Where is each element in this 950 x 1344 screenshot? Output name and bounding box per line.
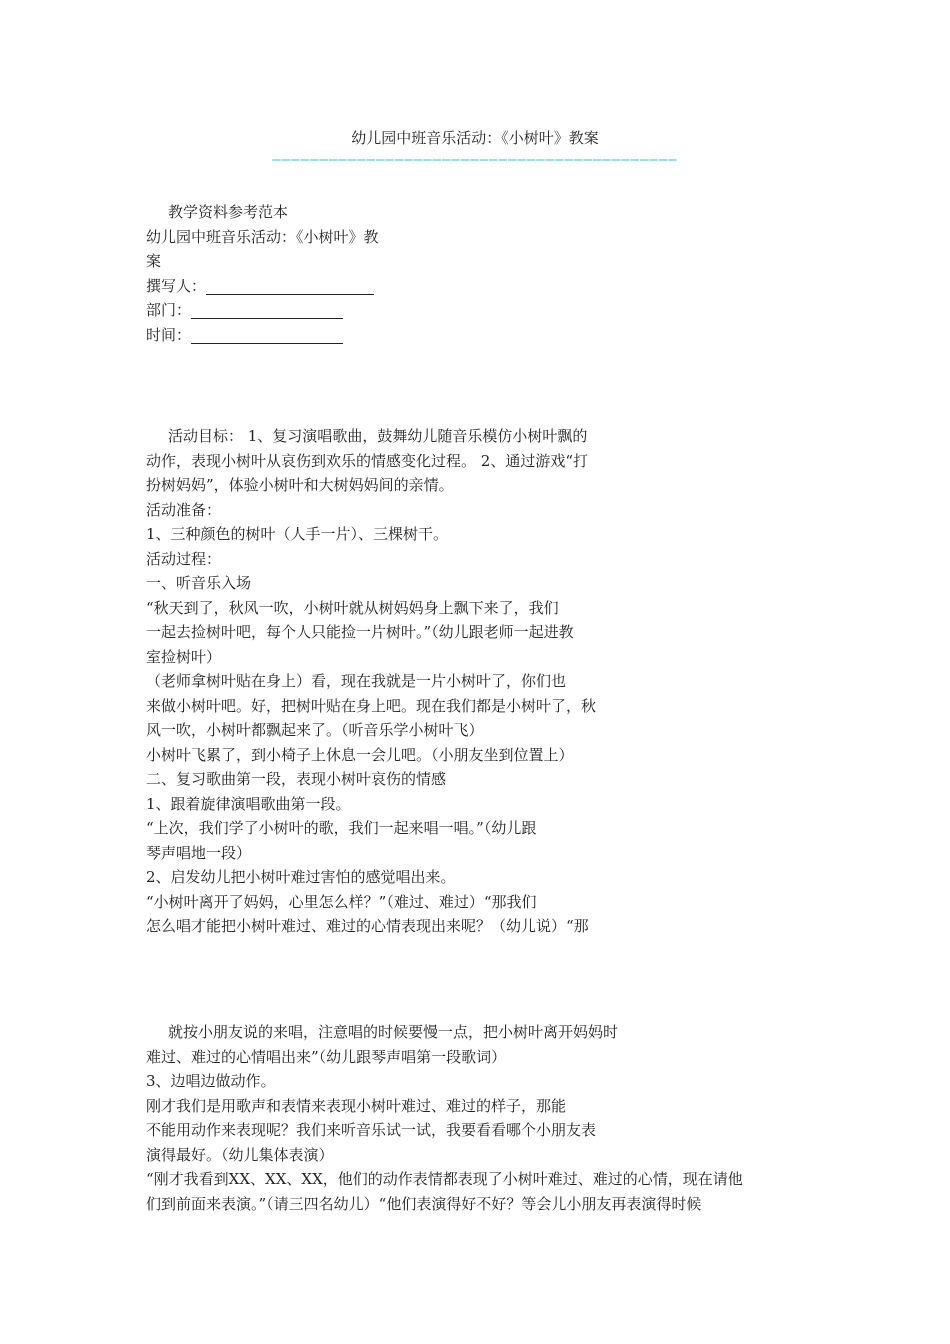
paragraph-line: 动作，表现小树叶从哀伤到欢乐的情感变化过程。 2、通过游戏“打 [146, 451, 588, 470]
dept-blank [191, 303, 343, 319]
author-label: 撰写人： [146, 276, 207, 295]
paragraph-line: “上次，我们学了小树叶的歌，我们一起来唱一唱。”（幼儿跟 [146, 819, 537, 837]
paragraph-line: 1、跟着旋律演唱歌曲第一段。 [146, 794, 351, 813]
paragraph-line: 刚才我们是用歌声和表情来表现小树叶难过、难过的样子，那能 [146, 1096, 567, 1115]
paragraph-line: 小树叶飞累了，到小椅子上休息一会儿吧。（小朋友坐到位置上） [146, 745, 574, 764]
paragraph-line: 1、三种颜色的树叶（人手一片）、三棵树干。 [146, 525, 449, 543]
paragraph-line: 风一吹，小树叶都飘起来了。（听音乐学小树叶飞） [146, 721, 484, 739]
time-blank [191, 328, 343, 344]
paragraph-line: 怎么唱才能把小树叶难过、难过的心情表现出来呢？（幼儿说）“那 [146, 917, 589, 935]
paragraph-line: 3、边唱边做动作。 [146, 1072, 276, 1090]
dept-row [146, 298, 808, 323]
paragraph-line: 演得最好。（幼儿集体表演） [146, 1145, 334, 1164]
cover-title-line-1: 幼儿园中班音乐活动：《小树叶》教 [146, 227, 379, 246]
paragraph-line: 室捡树叶） [146, 647, 222, 666]
body-section-1 [146, 424, 808, 939]
body-section-2 [146, 1020, 808, 1216]
paragraph-line: 一起去捡树叶吧，每个人只能捡一片树叶。”（幼儿跟老师一起进教 [146, 623, 574, 641]
dept-label: 部门： [146, 301, 192, 319]
paragraph-line: 们到前面来表演。”（请三四名幼儿）“他们表演得好不好？等会儿小朋友再表演得时候 [146, 1194, 702, 1213]
paragraph-line: 就按小朋友说的来唱，注意唱的时候要慢一点，把小树叶离开妈妈时 [168, 1023, 619, 1041]
paragraph-line: “小树叶离开了妈妈，心里怎么样？”（难过、难过）“那我们 [146, 892, 537, 911]
cover-subtitle: 教学资料参考范本 [168, 203, 289, 221]
paragraph-line: 活动目标： 1、复习演唱歌曲，鼓舞幼儿随音乐模仿小树叶飘的 [168, 427, 588, 445]
paragraph-line: 一、听音乐入场 [146, 574, 252, 592]
paragraph-line: 难过、难过的心情唱出来”（幼儿跟琴声唱第一段歌词） [146, 1047, 507, 1066]
paragraph-line: 二、复习歌曲第一段，表现小树叶哀伤的情感 [146, 770, 447, 788]
time-row [146, 323, 808, 348]
time-label: 时间： [146, 325, 192, 344]
paragraph-line: “刚才我看到XX、XX、XX，他们的动作表情都表现了小树叶难过、难过的心情，现在请他 [146, 1170, 743, 1188]
header-divider: ——————————————————————————————————————————— [272, 152, 678, 168]
author-blank [206, 279, 374, 295]
cover-title-line-2: 案 [146, 252, 162, 270]
paragraph-line: （老师拿树叶贴在身上）看，现在我就是一片小树叶了，你们也 [146, 672, 567, 690]
header-title: 幼儿园中班音乐活动：《小树叶》教案 [351, 129, 599, 147]
paragraph-line: 2、启发幼儿把小树叶难过害怕的感觉唱出来。 [146, 868, 456, 886]
paragraph-line: “秋天到了，秋风一吹，小树叶就从树妈妈身上飘下来了，我们 [146, 598, 559, 617]
cover-block [146, 200, 808, 347]
paragraph-line: 扮树妈妈”，体验小树叶和大树妈妈间的亲情。 [146, 476, 454, 494]
author-row [146, 274, 808, 299]
paragraph-line: 活动过程： [146, 549, 222, 568]
paragraph-line: 活动准备： [146, 500, 222, 519]
paragraph-line: 不能用动作来表现呢？我们来听音乐试一试，我要看看哪个小朋友表 [146, 1121, 597, 1139]
paragraph-line: 来做小树叶吧。好，把树叶贴在身上吧。现在我们都是小树叶了，秋 [146, 696, 597, 715]
paragraph-line: 琴声唱地一段） [146, 843, 252, 862]
